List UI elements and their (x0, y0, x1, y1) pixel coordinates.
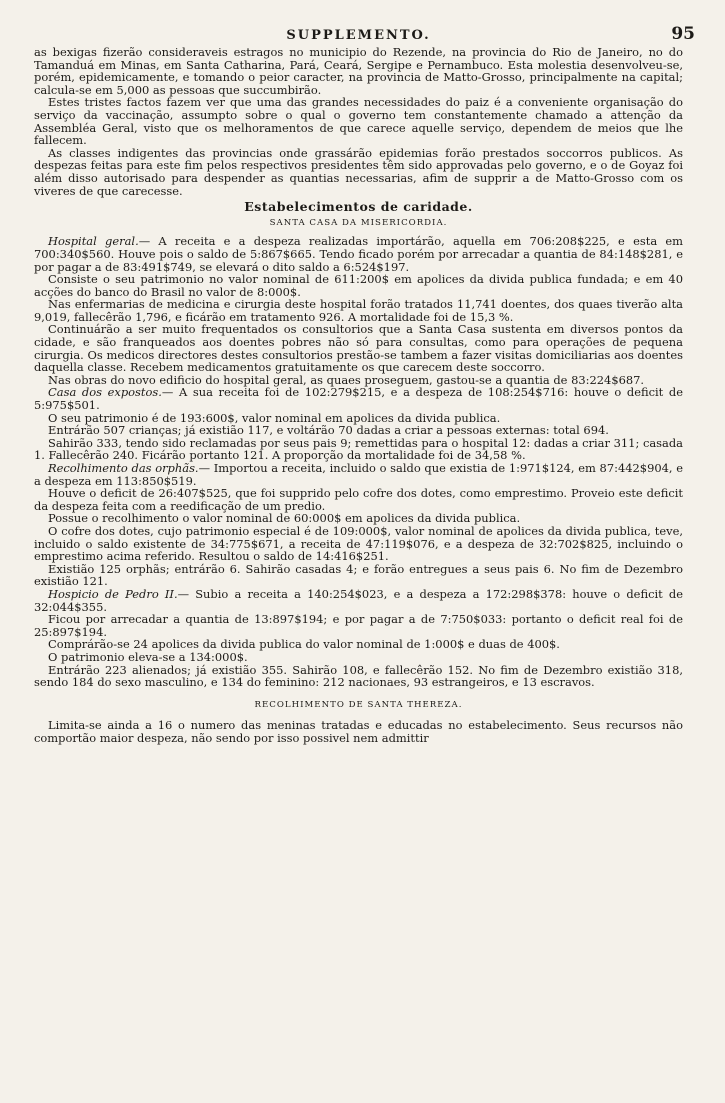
running-title: SUPPLEMENTO. (286, 28, 431, 43)
section-subheading: SANTA CASA DA MISERICORDIA. (269, 217, 448, 228)
paragraph-hospital-geral (34, 235, 683, 273)
paragraph: Houve o deficit de 26:407$525, que foi supprido pelo cofre dos dotes, como emprestimo. Proveio este deficit da despeza feita com a reedificação de um predio. (34, 486, 683, 513)
paragraph-text: — A receita e a despeza realizadas importárão, aquella em 706:208$225, e esta em 700:340$560. Houve pois o saldo de 5:867$665. Tendo ficado porém por arrecadar a quantia de 84:148$281, e por pagar a de 83:491$749, se elevará o dito saldo a 6:524$197. (34, 234, 684, 274)
paragraph-text: — Subio a receita a 140:254$023, e a despeza a 172:298$378: houve o deficit de 32:044$355. (34, 586, 684, 614)
paragraph: Entrárão 507 crianças; já existião 117, e voltárão 70 dadas a criar a pessoas externas: total 694. (48, 423, 609, 438)
paragraph-hospicio (34, 588, 683, 613)
paragraph: Possue o recolhimento o valor nominal de 60:000$ em apolices da divida publica. (48, 511, 521, 526)
page-number: 95 (671, 24, 695, 44)
paragraph-text: — A sua receita foi de 102:279$215, e a despeza de 108:254$716: houve o deficit de 5:975$501. (34, 385, 683, 413)
paragraph: Comprárão-se 24 apolices da divida publica do valor nominal de 1:000$ e duas de 400$. (48, 637, 560, 652)
lead-title: Casa dos expostos. (48, 385, 162, 400)
paragraph: Continuárão a ser muito frequentados os consultorios que a Santa Casa sustenta em diversos pontos da cidade, e são franqueados aos doentes pobres não só para consultas, como para operações de pequena cirurgia. Os medicos directores destes consultorios prestão-se tambem a fazer visitas domiciliarias aos doentes daquella classe. Recebem medicamentos gratuitamente os que carecem deste soccorro. (34, 322, 683, 375)
running-header (34, 22, 695, 46)
paragraph: O seu patrimonio é de 193:600$, valor nominal em apolices da divida publica. (48, 410, 501, 425)
paragraph: Existião 125 orphãs; entrárão 6. Sahirão casadas 4; e forão entregues a seus pais 6. No fim de Dezembro existião 121. (34, 561, 683, 589)
paragraph: O cofre dos dotes, cujo patrimonio especial é de 109:000$, valor nominal de apolices da divida publica, teve, incluido o saldo existente de 34:775$671, a receita de 47:119$076, e a despeza de 32:702$825, incluindo o emprestimo acima referido. Resultou o saldo de 14:416$251. (34, 523, 683, 564)
section-heading: Estabelecimentos de caridade. (244, 199, 473, 215)
paragraph: Entrárão 223 alienados; já existião 355. Sahirão 108, e fallecêrão 152. No fim de Dezembro existião 318, sendo 184 do sexo masculino, e 134 do feminino: 212 nacionaes, 93 estrangeiros, e 13 escravos. (34, 662, 683, 690)
paragraph: as bexigas fizerão consideraveis estragos no municipio do Rezende, na provincia do Rio de Janeiro, no do Tamanduá em Minas, em Santa Catharina, Pará, Ceará, Sergipe e Pernambuco. Esta molestia desenvolveu-se, porém, epidemicamente, e tomando o peior caracter, na provincia de Matto-Grosso, principalmente na capital; calcula-se em 5,000 as pessoas que succumbirão. (34, 45, 683, 97)
paragraph: Nas obras do novo edificio do hospital geral, as quaes proseguem, gastou-se a quantia de 83:224$687. (48, 372, 645, 387)
paragraph: Estes tristes factos fazem ver que uma das grandes necessidades do paiz é a conveniente organisação do serviço da vaccinação, assumpto sobre o qual o governo tem constantemente chamado a attenção da Assembléa Geral, visto que os melhoramentos de que carece aquelle serviço, dependem de meios que lhe fallecem. (34, 95, 683, 148)
lead-title: Hospital geral. (48, 234, 139, 249)
lead-title: Hospicio de Pedro II. (48, 586, 178, 601)
paragraph: O patrimonio eleva-se a 134:000$. (48, 649, 248, 664)
paragraph-recolhimento-orphas (34, 462, 683, 487)
paragraph: Ficou por arrecadar a quantia de 13:897$194; e por pagar a de 7:750$033: portanto o deficit real foi de 25:897$194. (34, 612, 683, 639)
paragraph: Consiste o seu patrimonio no valor nominal de 611:200$ em apolices da divida publica fundada; e em 40 acções do banco do Brasil no valor de 8:000$. (34, 272, 683, 299)
paragraph: Sahirão 333, tendo sido reclamadas por seus pais 9; remettidas para o hospital 12: dadas a criar 311; casada 1. Fallecêrão 240. Ficárão portanto 121. A proporção da mortalidade foi de 34,58 %. (34, 435, 683, 463)
paragraph-text: — Importou a receita, incluido o saldo que existia de 1:971$124, em 87:442$904, e a despeza em 113:850$519. (34, 461, 683, 488)
lead-title: Recolhimento das orphãs. (48, 461, 199, 475)
section-subheading: RECOLHIMENTO DE SANTA THEREZA. (254, 699, 463, 710)
paragraph: Limita-se ainda a 16 o numero das meninas tratadas e educadas no estabelecimento. Seus recursos não comportão maior despeza, não sendo por isso possivel nem admittir (34, 718, 683, 745)
paragraph-casa-expostos (34, 386, 683, 411)
paragraph: As classes indigentes das provincias onde grassárão epidemias forão prestados soccorros publicos. As despezas feitas para este fim pelos respectivos presidentes têm sido approvadas pelo governo, e o de Goyaz foi além disso autorisado para despender as quantias necessarias, afim de supprir a de Matto-Grosso com os viveres de que carecesse. (34, 145, 683, 198)
paragraph: Nas enfermarias de medicina e cirurgia deste hospital forão tratados 11,741 doentes, dos quaes tiverão alta 9,019, fallecêrão 1,796, e ficárão em tratamento 926. A mortalidade foi de 15,3 %. (34, 297, 683, 324)
document-body (34, 46, 683, 744)
